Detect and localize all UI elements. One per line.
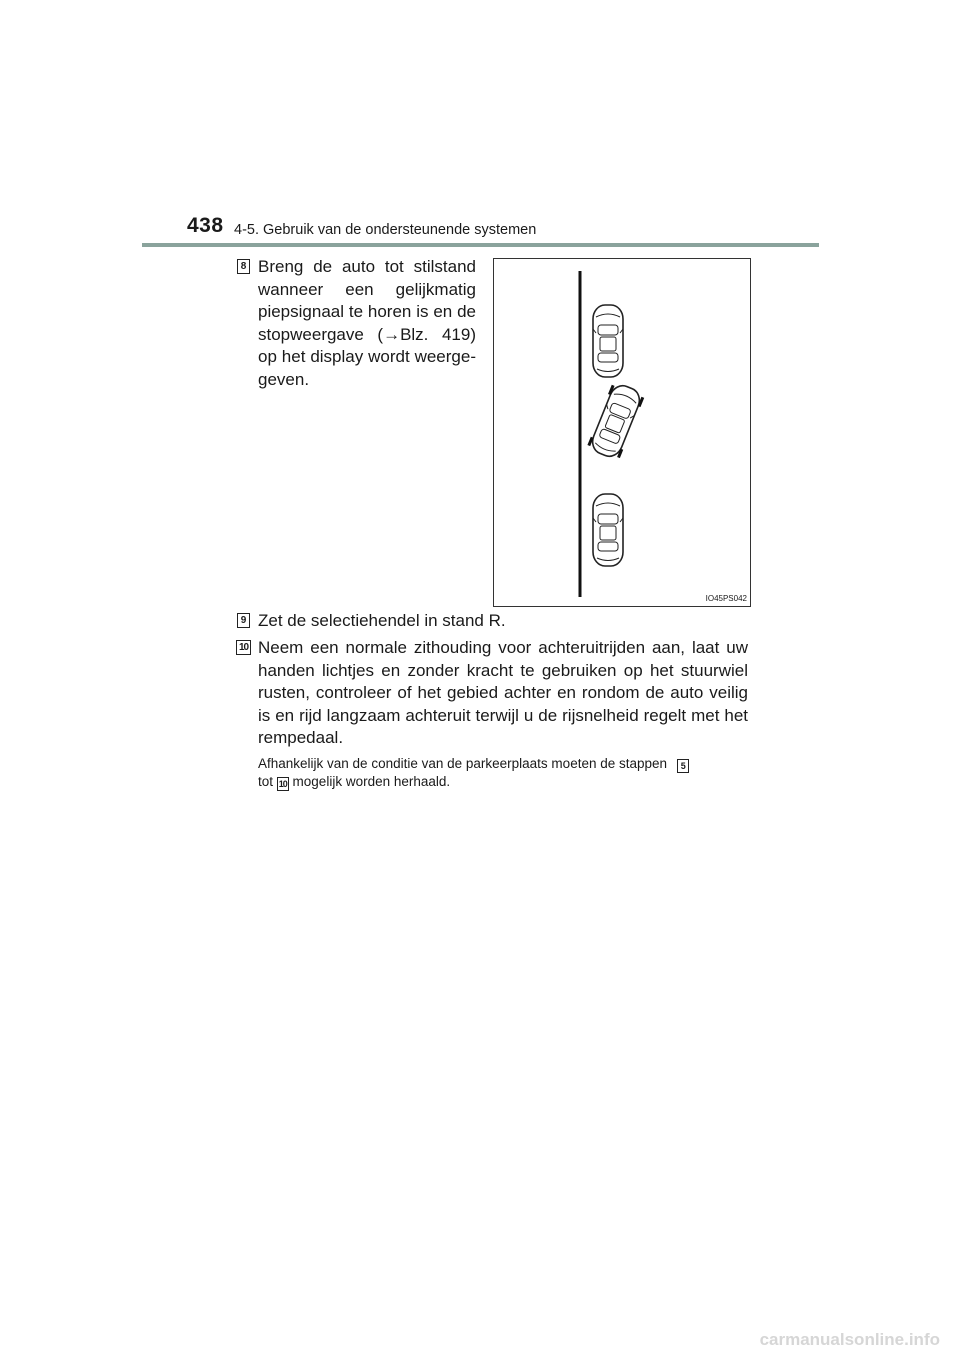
step-9-text: Zet de selectiehendel in stand R. (258, 611, 506, 630)
parked-car-front (593, 305, 623, 377)
step-9-marker: 9 (237, 613, 250, 628)
watermark: carmanualsonline.info (759, 1330, 940, 1349)
step-10-marker: 10 (236, 640, 251, 655)
note-part-1: Afhankelijk van de conditie van de parkeerplaats moeten de stappen (258, 756, 668, 771)
note-text (258, 755, 748, 791)
step-8-text: Breng de auto tot stilstand wanneer een gelijkmatig piepsignaal te horen is en de stopweergave (→Blz. 419) op het display wordt weerge-geven. (258, 257, 476, 389)
note-ref-start: 5 (677, 759, 689, 773)
step-10-text: Neem een normale zithouding voor achteruitrijden aan, laat uw handen lichtjes en zonder kracht te gebruiken op het stuurwiel rusten, controleer of het gebied achter en rondom de auto veilig is en rijd langzaam achteruit terwijl u de rijsnelheid regelt met het rempedaal. (258, 638, 748, 747)
maneuvering-car (588, 382, 645, 461)
note-ref-end: 10 (278, 779, 287, 789)
parking-diagram (494, 259, 750, 606)
header-rule (142, 243, 819, 247)
figure-code: IO45PS042 (705, 594, 747, 603)
section-title: 4-5. Gebruik van de ondersteunende systemen (234, 222, 537, 238)
note-part-2: tot (258, 774, 274, 789)
note-part-3: mogelijk worden herhaald. (292, 774, 451, 789)
parking-illustration (493, 258, 751, 607)
parked-car-rear (593, 494, 623, 566)
step-8-marker: 8 (237, 259, 250, 274)
page-number: 438 (187, 214, 224, 237)
